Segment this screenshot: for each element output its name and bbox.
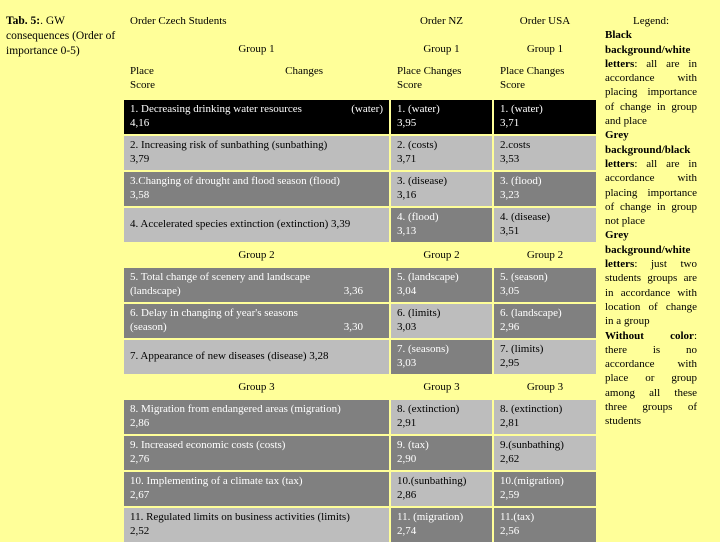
table-row-nz	[391, 508, 492, 542]
g1-header-czech	[124, 38, 389, 60]
usa-score: 2,96	[500, 321, 520, 333]
table-row-usa	[494, 172, 596, 206]
usa-change: 7. (limits)	[500, 343, 544, 355]
legend-grey-label: Grey background/black letters	[605, 129, 691, 170]
table-row-nz	[391, 136, 492, 170]
czech-change: 4. Accelerated species extinction (extinction) 3,39	[130, 218, 351, 230]
table-row-czech	[124, 268, 389, 302]
table-row-usa	[494, 400, 596, 434]
czech-keyword: (water)	[351, 103, 383, 115]
table-row-usa	[494, 304, 596, 338]
nz-score: 3,16	[397, 189, 417, 201]
header-usa-label: Order USA	[519, 15, 571, 27]
table-caption	[6, 14, 116, 59]
g2-label-nz: Group 2	[423, 249, 460, 261]
table-row-usa	[494, 268, 596, 302]
czech-change: 9. Increased economic costs (costs)	[130, 439, 286, 451]
table-row-czech	[124, 136, 389, 170]
header-czech-label: Order Czech Students	[130, 15, 227, 27]
czech-change: 8. Migration from endangered areas (migration)	[130, 403, 341, 415]
nz-change: 11. (migration)	[397, 511, 464, 523]
legend-nocolor-label: Without color	[605, 329, 694, 342]
subheader-changes: Changes	[285, 65, 323, 77]
table-row-nz	[391, 400, 492, 434]
subheader-place: Place	[130, 65, 154, 77]
usa-change: 9.(sunbathing)	[500, 439, 564, 451]
consequences-table	[124, 8, 596, 537]
table-row-czech	[124, 508, 389, 542]
usa-change: 6. (landscape)	[500, 307, 562, 319]
usa-change: 5. (season)	[500, 271, 548, 283]
g1-header-usa	[494, 38, 596, 60]
nz-score: 3,71	[397, 153, 417, 165]
czech-score: 3,30	[343, 321, 363, 333]
nz-change: 3. (disease)	[397, 175, 448, 187]
header-nz	[391, 8, 492, 36]
nz-score: 3,95	[397, 117, 417, 129]
legend-black-text: : all are in accordance with placing importance of change in group and place	[605, 57, 697, 128]
table-row-nz	[391, 172, 492, 206]
g2-header-usa	[494, 244, 596, 266]
table-row-czech	[124, 100, 389, 134]
cell-line	[130, 284, 383, 298]
nz-score: 2,91	[397, 417, 417, 429]
usa-score: 3,71	[500, 117, 520, 129]
table-row-nz	[391, 268, 492, 302]
subheader-czech	[124, 62, 389, 98]
table-row-czech	[124, 172, 389, 206]
nz-change: 9. (tax)	[397, 439, 429, 451]
header-usa	[494, 8, 596, 36]
usa-change: 2.costs	[500, 139, 531, 151]
czech-score: 4,16	[130, 117, 150, 129]
table-row-nz	[391, 472, 492, 506]
czech-change: 5. Total change of scenery and landscape	[130, 271, 311, 283]
table-row-usa	[494, 340, 596, 374]
table-row-usa	[494, 508, 596, 542]
g3-header-usa	[494, 376, 596, 398]
g1-label-nz: Group 1	[423, 43, 460, 55]
table-row-nz	[391, 304, 492, 338]
legend	[605, 14, 697, 429]
cell-line	[130, 320, 383, 334]
subheader-usa-place-changes: Place Changes	[500, 65, 565, 77]
czech-change: 1. Decreasing drinking water resources	[130, 103, 302, 115]
table-row-czech	[124, 472, 389, 506]
usa-change: 1. (water)	[500, 103, 543, 115]
nz-change: 10.(sunbathing)	[397, 475, 467, 487]
czech-keyword: (landscape)	[130, 285, 181, 297]
nz-change: 1. (water)	[397, 103, 440, 115]
g1-header-nz	[391, 38, 492, 60]
czech-change: 10. Implementing of a climate tax (tax)	[130, 475, 303, 487]
caption-label: Tab. 5:	[6, 15, 41, 27]
nz-change: 8. (extinction)	[397, 403, 460, 415]
table-row-usa	[494, 472, 596, 506]
usa-score: 3,51	[500, 225, 520, 237]
czech-score: 2,76	[130, 453, 150, 465]
nz-score: 3,03	[397, 357, 417, 369]
subheader-usa-score: Score	[500, 79, 526, 91]
czech-score: 3,58	[130, 189, 150, 201]
usa-score: 2,56	[500, 525, 520, 537]
usa-change: 3. (flood)	[500, 175, 542, 187]
czech-score: 2,52	[130, 525, 150, 537]
g3-header-nz	[391, 376, 492, 398]
legend-greywhite-text: : just two students groups are in accordance with location of change in a group	[605, 258, 697, 328]
g3-label-nz: Group 3	[423, 381, 460, 393]
subheader-nz	[391, 62, 492, 98]
table-row-usa	[494, 136, 596, 170]
usa-change: 4. (disease)	[500, 211, 551, 223]
g3-label-usa: Group 3	[526, 381, 564, 393]
czech-change: 6. Delay in changing of year's seasons	[130, 307, 298, 319]
usa-score: 3,05	[500, 285, 520, 297]
usa-change: 10.(migration)	[500, 475, 564, 487]
table-row-nz	[391, 100, 492, 134]
subheader-score: Score	[130, 79, 156, 91]
g3-header-czech	[124, 376, 389, 398]
cell-line	[130, 64, 383, 78]
table-row-czech	[124, 400, 389, 434]
czech-change: 3.Changing of drought and flood season (flood)	[130, 175, 340, 187]
usa-score: 2,95	[500, 357, 520, 369]
usa-change: 8. (extinction)	[500, 403, 563, 415]
legend-greywhite-label: Grey background/white letters	[605, 229, 691, 271]
table-row-usa	[494, 100, 596, 134]
g1-label-usa: Group 1	[526, 43, 564, 55]
subheader-nz-place-changes: Place Changes	[397, 65, 462, 77]
cell-line	[130, 102, 383, 116]
legend-black-label: Black background/white letters	[605, 29, 691, 70]
nz-score: 3,04	[397, 285, 417, 297]
nz-change: 7. (seasons)	[397, 343, 449, 355]
czech-change: 11. Regulated limits on business activities (limits)	[130, 511, 350, 523]
table-row-nz	[391, 340, 492, 374]
legend-nocolor-text: : there is no accordance with place or group among all these three groups of students	[605, 329, 697, 428]
nz-score: 3,13	[397, 225, 417, 237]
usa-change: 11.(tax)	[500, 511, 535, 523]
table-row-nz	[391, 208, 492, 242]
subheader-usa	[494, 62, 596, 98]
nz-change: 4. (flood)	[397, 211, 439, 223]
czech-change: 2. Increasing risk of sunbathing (sunbathing)	[130, 139, 328, 151]
g1-label-czech: Group 1	[238, 43, 275, 55]
nz-score: 3,03	[397, 321, 417, 333]
table-row-czech	[124, 304, 389, 338]
table-row-usa	[494, 208, 596, 242]
usa-score: 3,53	[500, 153, 520, 165]
legend-title: Legend:	[632, 15, 670, 27]
czech-score: 3,79	[130, 153, 150, 165]
nz-change: 6. (limits)	[397, 307, 441, 319]
czech-score: 2,67	[130, 489, 150, 501]
usa-score: 2,62	[500, 453, 520, 465]
czech-keyword: (season)	[130, 321, 167, 333]
legend-grey-text: : all are in accordance with placing importance of change in group not place	[605, 157, 697, 228]
czech-score: 3,36	[343, 285, 363, 297]
nz-change: 2. (costs)	[397, 139, 438, 151]
subheader-nz-score: Score	[397, 79, 423, 91]
header-nz-label: Order NZ	[419, 15, 464, 27]
g3-label-czech: Group 3	[238, 381, 275, 393]
usa-score: 2,59	[500, 489, 520, 501]
table-row-nz	[391, 436, 492, 470]
caption-text: . GW consequences (Order of importance 0-5)	[6, 15, 116, 57]
table-row-czech	[124, 436, 389, 470]
czech-change: 7. Appearance of new diseases (disease) 3,28	[130, 350, 329, 362]
usa-score: 2,81	[500, 417, 520, 429]
nz-score: 2,90	[397, 453, 417, 465]
nz-change: 5. (landscape)	[397, 271, 459, 283]
czech-score: 2,86	[130, 417, 150, 429]
nz-score: 2,74	[397, 525, 417, 537]
g2-header-nz	[391, 244, 492, 266]
table-row-usa	[494, 436, 596, 470]
usa-score: 3,23	[500, 189, 520, 201]
g2-label-czech: Group 2	[238, 249, 275, 261]
g2-header-czech	[124, 244, 389, 266]
g2-label-usa: Group 2	[526, 249, 564, 261]
table-row-czech	[124, 208, 389, 242]
header-czech	[124, 8, 389, 36]
nz-score: 2,86	[397, 489, 417, 501]
table-row-czech	[124, 340, 389, 374]
